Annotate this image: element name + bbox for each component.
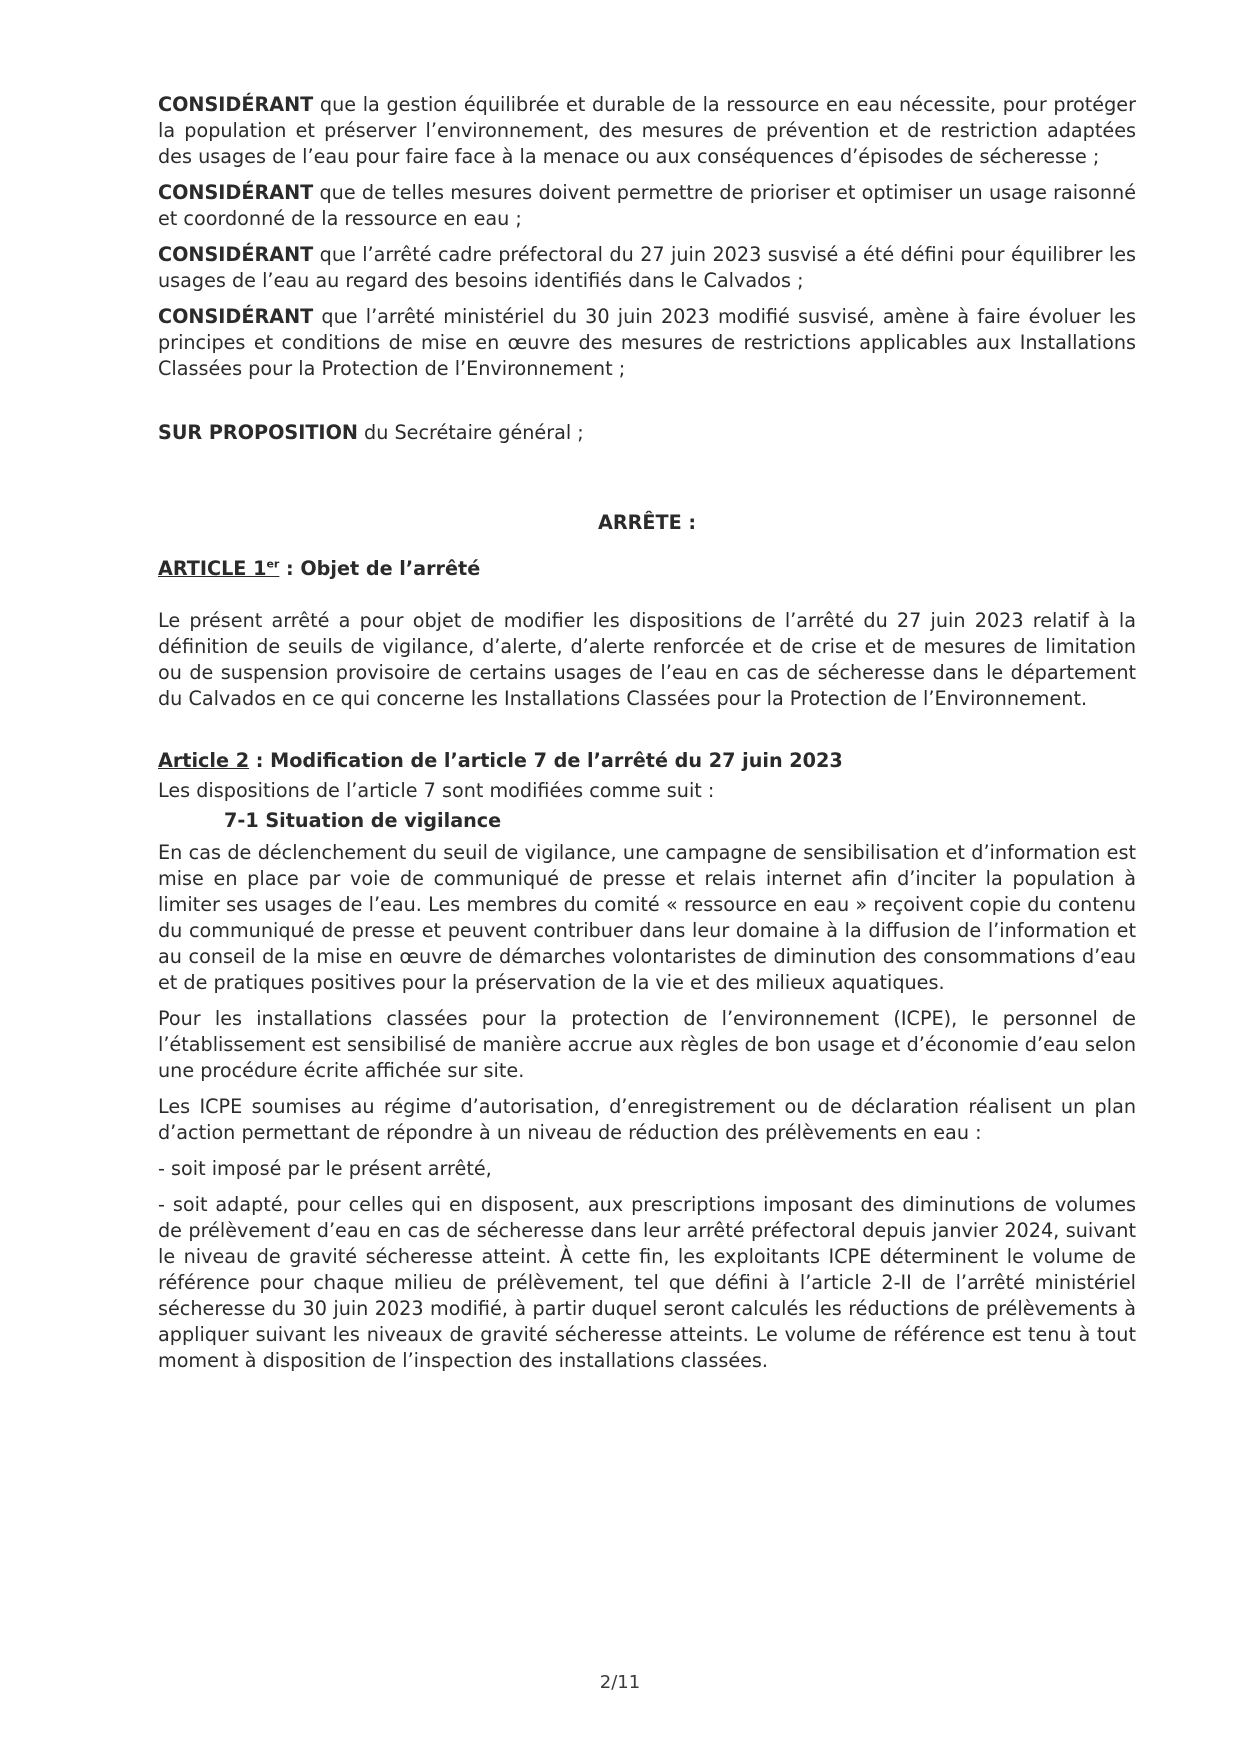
considerant-3 <box>158 242 1136 294</box>
considerant-text: que l’arrêté cadre préfectoral du 27 juin 2023 susvisé a été défini pour équilibrer les usages de l’eau au regard des besoins identifiés dans le Calvados ; <box>158 243 1136 292</box>
article-2-label: Article 2 <box>158 749 250 772</box>
article-2-paragraph-3: Les ICPE soumises au régime d’autorisation, d’enregistrement ou de déclaration réalisent un plan d’action permettant de répondre à un niveau de réduction des prélèvements en eau : <box>158 1095 1136 1144</box>
article-2-paragraph-5: - soit adapté, pour celles qui en disposent, aux prescriptions imposant des diminutions de volumes de prélèvement d’eau en cas de sécheresse dans leur arrêté préfectoral depuis janvier 2024, suivant le niveau de gravité sécheresse atteint. À cette fin, les exploitants ICPE déterminent le volume de référence pour chaque milieu de prélèvement, tel que défini à l’article 2-II de l’arrêté ministériel sécheresse du 30 juin 2023 modifié, à partir duquel seront calculés les réductions de prélèvements à appliquer suivant les niveaux de gravité sécheresse atteints. Le volume de référence est tenu à tout moment à disposition de l’inspection des installations classées. <box>158 1193 1136 1372</box>
considerant-text: que l’arrêté ministériel du 30 juin 2023 modifié susvisé, amène à faire évoluer les principes et conditions de mise en œuvre des mesures de restrictions applicables aux Installations Classées pour la Protection de l’Environnement ; <box>158 305 1136 380</box>
document-page <box>158 92 1136 1374</box>
article-2-title: : Modification de l’article 7 de l’arrêté du 27 juin 2023 <box>249 749 843 772</box>
considerant-text: que la gestion équilibrée et durable de la ressource en eau nécessite, pour protéger la population et préserver l’environnement, des mesures de prévention et de restriction adaptées des usages de l’eau pour faire face à la menace ou aux conséquences d’épisodes de sécheresse ; <box>158 93 1136 168</box>
proposition-line <box>158 420 1136 446</box>
article-1-body: Le présent arrêté a pour objet de modifier les dispositions de l’arrêté du 27 juin 2023 relatif à la définition de seuils de vigilance, d’alerte, d’alerte renforcée et de crise et de mesures de limitation ou de suspension provisoire de certains usages de l’eau en cas de sécheresse dans le département du Calvados en ce qui concerne les Installations Classées pour la Protection de l’Environnement. <box>158 609 1136 710</box>
article-1-title: : Objet de l’arrêté <box>279 557 481 580</box>
considerant-keyword: CONSIDÉRANT <box>158 181 314 204</box>
considerant-text: que de telles mesures doivent permettre de prioriser et optimiser un usage raisonné et coordonné de la ressource en eau ; <box>158 181 1136 230</box>
article-1-heading <box>158 556 1136 582</box>
article-2-paragraph-1: En cas de déclenchement du seuil de vigilance, une campagne de sensibilisation et d’information est mise en place par voie de communiqué de presse et relais internet afin d’inciter la population à limiter ses usages de l’eau. Les membres du comité « ressource en eau » reçoivent copie du contenu du communiqué de presse et peuvent contribuer dans leur domaine à la diffusion de l’information et au conseil de la mise en œuvre de démarches volontaristes de diminution des consommations d’eau et de pratiques positives pour la préservation de la vie et des milieux aquatiques. <box>158 841 1136 994</box>
article-2-paragraph-4: - soit imposé par le présent arrêté, <box>158 1157 492 1180</box>
page-number: 2/11 <box>599 1672 641 1693</box>
considerant-1 <box>158 92 1136 170</box>
article-1-sup: er <box>266 557 280 571</box>
considerant-keyword: CONSIDÉRANT <box>158 305 314 328</box>
proposition-keyword: SUR PROPOSITION <box>158 421 358 444</box>
considerant-4 <box>158 304 1136 382</box>
article-2-subtitle: 7-1 Situation de vigilance <box>224 809 502 832</box>
considerant-keyword: CONSIDÉRANT <box>158 93 314 116</box>
article-1-label: ARTICLE 1 <box>158 557 267 580</box>
article-2-heading <box>158 748 1136 774</box>
proposition-text: du Secrétaire général ; <box>357 421 584 444</box>
article-2-intro: Les dispositions de l’article 7 sont modifiées comme suit : <box>158 779 715 802</box>
article-2-paragraph-2: Pour les installations classées pour la protection de l’environnement (ICPE), le personnel de l’établissement est sensibilisé de manière accrue aux règles de bon usage et d’économie d’eau selon une procédure écrite affichée sur site. <box>158 1007 1136 1082</box>
considerant-2 <box>158 180 1136 232</box>
arrete-title: ARRÊTE : <box>597 511 697 534</box>
considerant-keyword: CONSIDÉRANT <box>158 243 314 266</box>
